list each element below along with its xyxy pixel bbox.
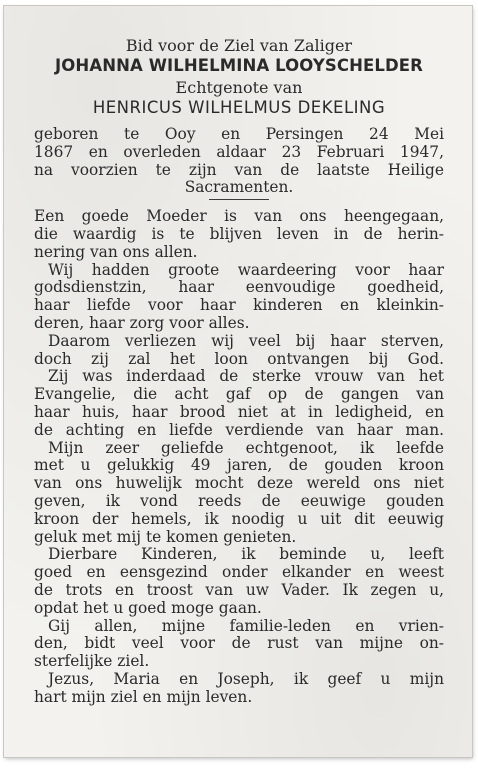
text-line: Wij hadden groote waardeering voor haar [48, 260, 444, 279]
spouse-name: HENRICUS WILHELMUS DEKELING [92, 98, 386, 117]
memorial-card [4, 6, 472, 757]
text-line: haar huis, haar brood niet at in ledigheid, en [34, 402, 444, 421]
text-line: geluk met mij te komen genieten. [34, 527, 297, 546]
divider-rule [209, 199, 269, 200]
prayer-heading: Bid voor de Ziel van Zaliger [125, 36, 353, 55]
text-line: den, bidt veel voor de rust van mijne on- [34, 634, 444, 653]
text-line: Dierbare Kinderen, ik beminde u, leeft [48, 545, 444, 564]
deceased-name: JOHANNA WILHELMINA LOOYSCHELDER [55, 56, 423, 75]
biography [34, 126, 444, 197]
text-line: van ons huwelijk mocht deze wereld ons niet [34, 474, 444, 493]
text-line: Jezus, Maria en Joseph, ik geef u mijn [48, 669, 444, 688]
text-line: Een goede Moeder is van ons heengegaan, [34, 207, 444, 226]
text-line: Zij was inderdaad de sterke vrouw van het [48, 367, 444, 386]
text-line: nering van ons allen. [34, 242, 198, 261]
text-line: de achting en liefde verdiende van haar man. [34, 420, 444, 439]
text-line: doch zij zal het loon ontvangen bij God. [34, 349, 444, 368]
text-line: hart mijn ziel en mijn leven. [34, 687, 253, 706]
text-line: geven, ik vond reeds de eeuwige gouden [34, 491, 444, 510]
text-line: Gij allen, mijne familie-leden en vrien- [48, 616, 444, 635]
text-line: de trots en troost van uw Vader. Ik zegen u, [34, 580, 444, 599]
bio-line: 1867 en overleden aldaar 23 Februari 1947, [34, 142, 444, 161]
bio-line: geboren te Ooy en Persingen 24 Mei [34, 125, 444, 143]
card-content [34, 36, 444, 707]
memorial-text [34, 208, 444, 706]
text-line: met u gelukkig 49 jaren, de gouden kroon [34, 456, 444, 475]
bio-line: na voorzien te zijn van de laatste Heilige [34, 160, 444, 179]
text-line: deren, haar zorg voor alles. [34, 313, 250, 332]
bio-line: Sacramenten. [184, 178, 294, 197]
text-line: Mijn zeer geliefde echtgenoot, ik leefde [48, 438, 444, 457]
text-line: die waardig is te blijven leven in de herin- [34, 224, 444, 243]
text-line: Evangelie, die acht gaf op de gangen van [34, 385, 444, 404]
text-line: opdat het u goed moge gaan. [34, 598, 262, 617]
text-line: sterfelijke ziel. [34, 652, 150, 671]
text-line: kroon der hemels, ik noodig u uit dit eeuwig [34, 509, 444, 528]
text-line: haar liefde voor haar kinderen en kleinkin- [34, 296, 444, 315]
text-line: Daarom verliezen wij veel bij haar sterven, [48, 331, 444, 350]
spouse-intro: Echtgenote van [175, 78, 303, 97]
text-line: goed en eensgezind onder elkander en weest [34, 563, 444, 582]
text-line: godsdienstzin, haar eenvoudige goedheid, [34, 278, 444, 297]
